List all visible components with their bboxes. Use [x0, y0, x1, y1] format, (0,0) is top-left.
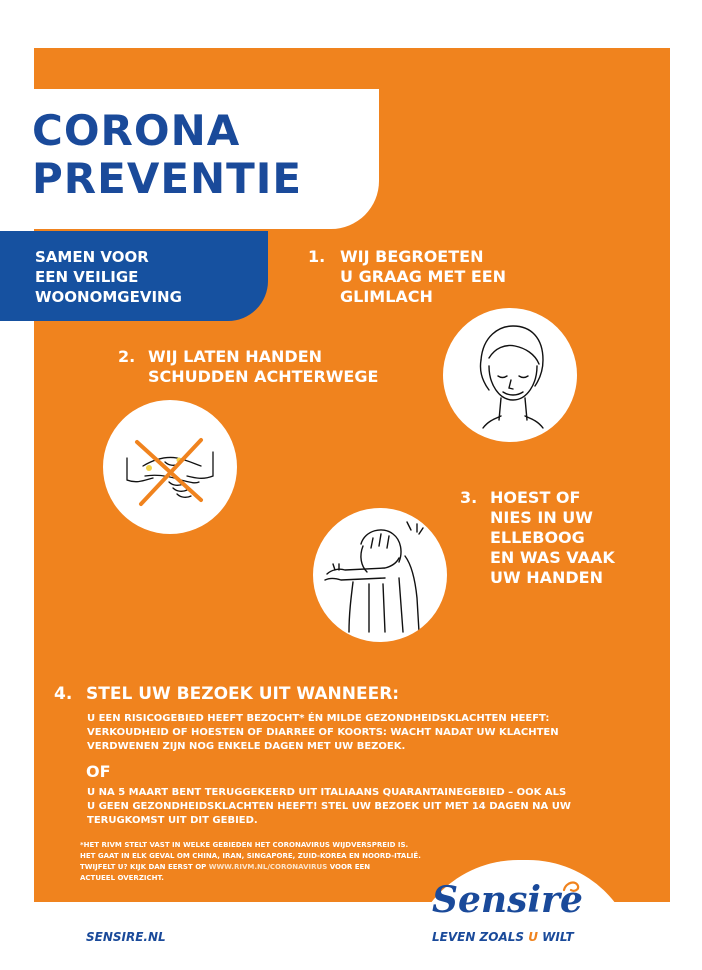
step-text: U GRAAG MET EEN — [340, 267, 507, 286]
subtitle-line: SAMEN VOOR — [35, 248, 149, 266]
step-text: UW HANDEN — [490, 568, 603, 587]
condition-line: TERUGKOMST UIT DIT GEBIED. — [87, 815, 258, 826]
step-2 — [118, 347, 378, 387]
website-link[interactable]: SENSIRE.NL — [86, 930, 166, 944]
step-text: EN WAS VAAK — [490, 548, 615, 567]
footnote-text: TWIJFELT U? KIJK DAN EERST OP — [80, 863, 209, 871]
condition-2 — [87, 786, 571, 828]
condition-line: VERKOUDHEID OF HOESTEN OF DIARREE OF KOORTS: WACHT NADAT UW KLACHTEN — [87, 727, 559, 738]
cough-in-elbow-icon — [313, 508, 447, 642]
step-number: 1. — [308, 247, 326, 266]
condition-line: U NA 5 MAART BENT TERUGGEKEERD UIT ITALIAANS QUARANTAINEGEBIED – OOK ALS — [87, 787, 567, 798]
step-text: WIJ BEGROETEN — [340, 247, 484, 266]
crossed-handshake-icon — [103, 400, 237, 534]
tagline-accent: U — [528, 930, 538, 944]
step-number: 2. — [118, 347, 136, 366]
footnote-line — [80, 862, 421, 873]
tagline-text: WILT — [537, 930, 574, 944]
condition-line: U EEN RISICOGEBIED HEEFT BEZOCHT* ÉN MILDE GEZONDHEIDSKLACHTEN HEEFT: — [87, 713, 550, 724]
footnote-text: VOOR EEN — [327, 863, 371, 871]
footnote-line: HET GAAT IN ELK GEVAL OM CHINA, IRAN, SINGAPORE, ZUID-KOREA EN NOORD-ITALIË. — [80, 852, 421, 860]
title-line: PREVENTIE — [32, 154, 303, 203]
step-text: NIES IN UW — [490, 508, 593, 527]
step-3 — [460, 488, 615, 588]
condition-1 — [87, 712, 559, 754]
footnote-line: *HET RIVM STELT VAST IN WELKE GEBIEDEN HET CORONAVIRUS WIJDVERSPREID IS. — [80, 841, 409, 849]
step-text: WIJ LATEN HANDEN — [148, 347, 323, 366]
logo-swirl-icon — [562, 880, 580, 894]
condition-line: VERDWENEN ZIJN NOG ENKELE DAGEN MET UW BEZOEK. — [87, 741, 406, 752]
step-text: HOEST OF — [490, 488, 581, 507]
subtitle-line: WOONOMGEVING — [35, 288, 182, 306]
step-4 — [54, 684, 399, 704]
step-number: 3. — [460, 488, 478, 507]
rivm-link[interactable]: WWW.RIVM.NL/CORONAVIRUS — [208, 863, 328, 871]
step-text: STEL UW BEZOEK UIT WANNEER: — [86, 684, 400, 704]
smiling-face-icon — [443, 308, 577, 442]
footnote-line: ACTUEEL OVERZICHT. — [80, 874, 164, 882]
logo: Sensire — [432, 879, 583, 921]
step-text: ELLEBOOG — [490, 528, 585, 547]
condition-line: U GEEN GEZONDHEIDSKLACHTEN HEEFT! STEL UW BEZOEK UIT MET 14 DAGEN NA UW — [87, 801, 571, 812]
page-title — [32, 107, 302, 203]
subtitle-line: EEN VEILIGE — [35, 268, 139, 286]
title-line: CORONA — [32, 106, 241, 155]
step-number: 4. — [54, 684, 73, 704]
step-text: SCHUDDEN ACHTERWEGE — [148, 367, 379, 386]
tagline-text: LEVEN ZOALS — [432, 930, 529, 944]
step-1 — [308, 247, 506, 307]
subtitle — [35, 247, 182, 307]
step-text: GLIMLACH — [340, 287, 433, 306]
tagline — [432, 930, 574, 944]
or-label: OF — [86, 762, 111, 781]
footnote — [80, 840, 421, 884]
